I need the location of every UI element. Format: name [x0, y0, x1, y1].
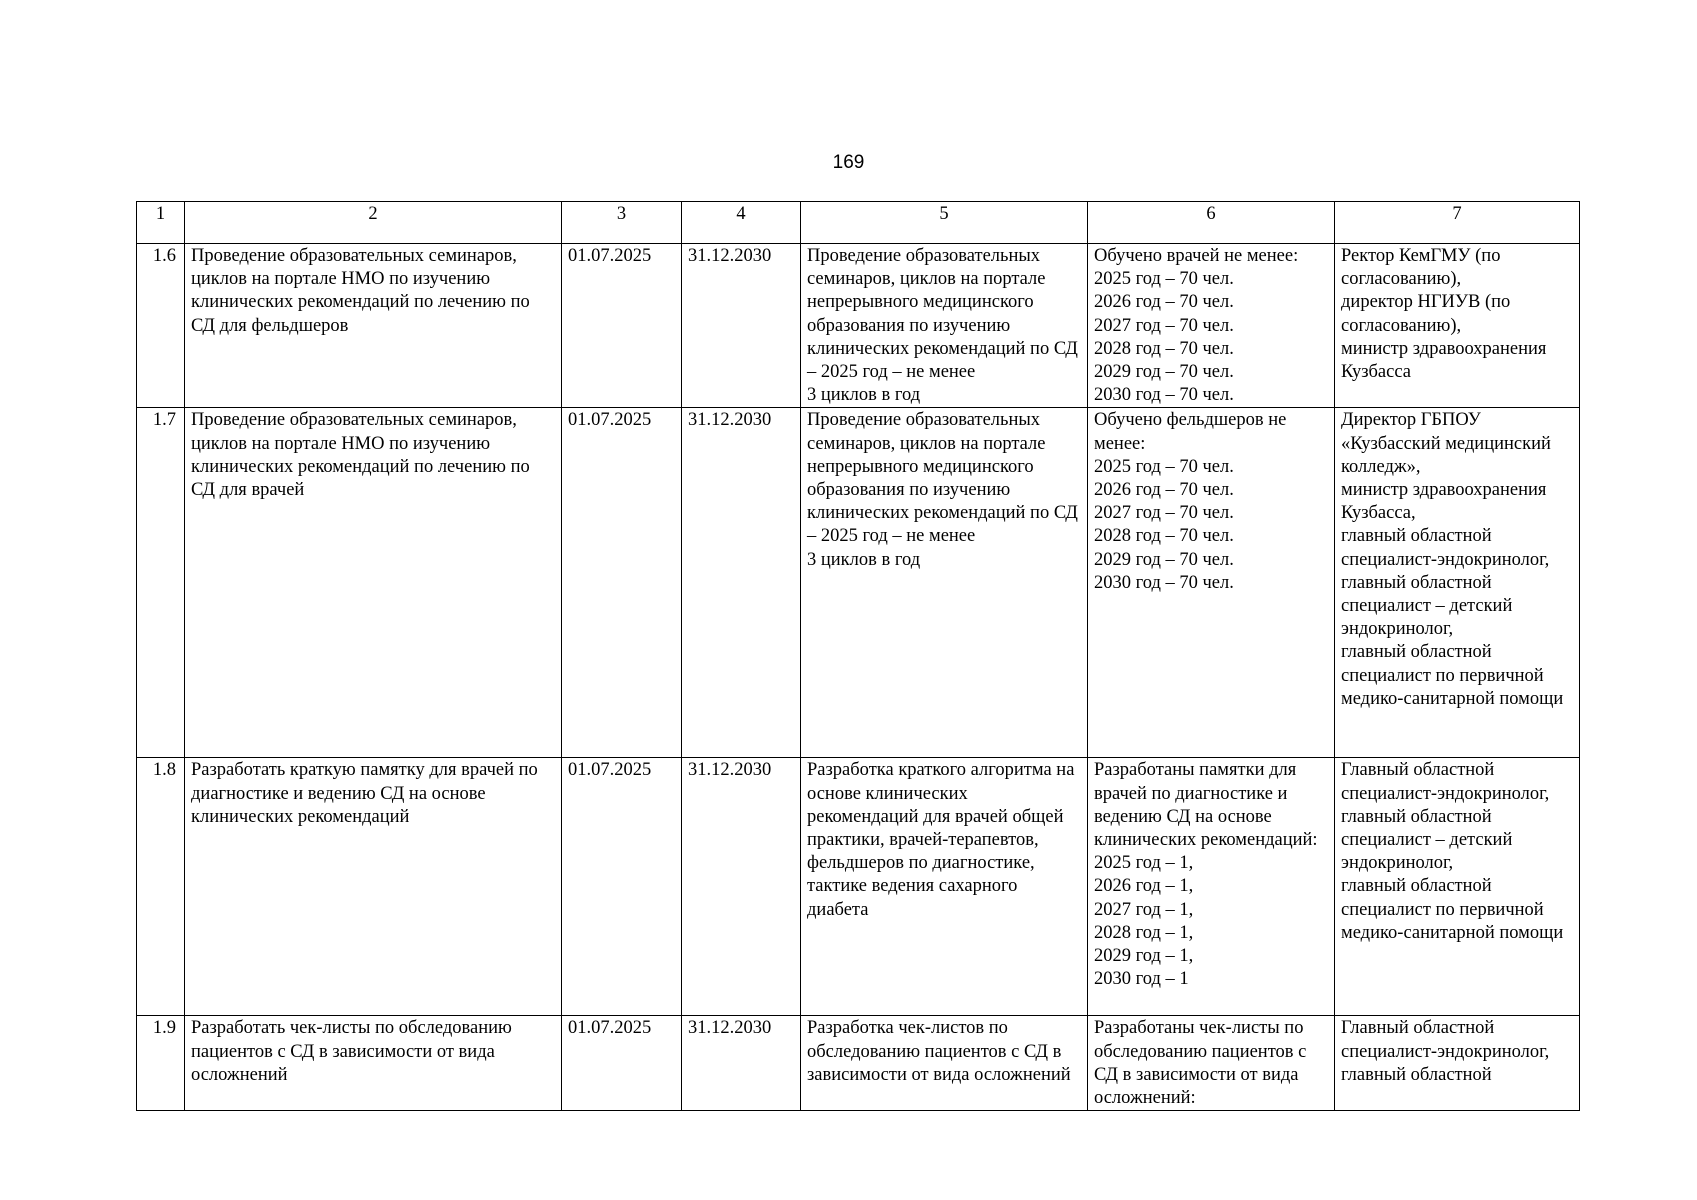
row-start-date: 01.07.2025	[562, 758, 682, 1016]
table-row	[137, 408, 1580, 758]
column-header-result: 6	[1088, 202, 1335, 244]
row-responsible: Главный областной специалист-эндокринолог, главный областной	[1335, 1016, 1580, 1111]
row-responsible: Ректор КемГМУ (по согласованию), директор НГИУВ (по согласованию), министр здравоохранения Кузбасса	[1335, 244, 1580, 408]
row-description: Разработка краткого алгоритма на основе клинических рекомендаций для врачей общей практики, врачей-терапевтов, фельдшеров по диагностике, тактике ведения сахарного диабета	[801, 758, 1088, 1016]
column-header-end-date: 4	[682, 202, 801, 244]
row-activity: Разработать чек-листы по обследованию пациентов с СД в зависимости от вида осложнений	[185, 1016, 562, 1111]
row-description: Проведение образовательных семинаров, циклов на портале непрерывного медицинского образования по изучению клинических рекомендаций по СД – 2025 год – не менее 3 циклов в год	[801, 244, 1088, 408]
row-start-date: 01.07.2025	[562, 1016, 682, 1111]
row-end-date: 31.12.2030	[682, 244, 801, 408]
column-header-start-date: 3	[562, 202, 682, 244]
row-number: 1.9	[137, 1016, 185, 1111]
row-activity: Проведение образовательных семинаров, циклов на портале НМО по изучению клинических рекомендаций по лечению по СД для врачей	[185, 408, 562, 758]
row-number: 1.8	[137, 758, 185, 1016]
row-result: Обучено фельдшеров не менее: 2025 год – 70 чел. 2026 год – 70 чел. 2027 год – 70 чел. 2028 год – 70 чел. 2029 год – 70 чел. 2030 год – 70 чел.	[1088, 408, 1335, 758]
row-number: 1.7	[137, 408, 185, 758]
row-activity: Проведение образовательных семинаров, циклов на портале НМО по изучению клинических рекомендаций по лечению по СД для фельдшеров	[185, 244, 562, 408]
table-header-row	[137, 202, 1580, 244]
page-number: 169	[832, 152, 865, 173]
row-end-date: 31.12.2030	[682, 758, 801, 1016]
column-header-description: 5	[801, 202, 1088, 244]
row-end-date: 31.12.2030	[682, 1016, 801, 1111]
column-header-responsible: 7	[1335, 202, 1580, 244]
row-start-date: 01.07.2025	[562, 244, 682, 408]
row-description: Проведение образовательных семинаров, циклов на портале непрерывного медицинского образования по изучению клинических рекомендаций по СД – 2025 год – не менее 3 циклов в год	[801, 408, 1088, 758]
table-row	[137, 758, 1580, 1016]
row-result: Разработаны памятки для врачей по диагностике и ведению СД на основе клинических рекомендаций: 2025 год – 1, 2026 год – 1, 2027 год – 1, 2028 год – 1, 2029 год – 1, 2030 год – 1	[1088, 758, 1335, 1016]
column-header-number: 1	[137, 202, 185, 244]
row-description: Разработка чек-листов по обследованию пациентов с СД в зависимости от вида осложнений	[801, 1016, 1088, 1111]
column-header-activity: 2	[185, 202, 562, 244]
row-result: Обучено врачей не менее: 2025 год – 70 чел. 2026 год – 70 чел. 2027 год – 70 чел. 2028 год – 70 чел. 2029 год – 70 чел. 2030 год – 70 чел.	[1088, 244, 1335, 408]
plan-table	[136, 201, 1580, 1111]
row-activity: Разработать краткую памятку для врачей по диагностике и ведению СД на основе клинических рекомендаций	[185, 758, 562, 1016]
table-row	[137, 244, 1580, 408]
row-result: Разработаны чек-листы по обследованию пациентов с СД в зависимости от вида осложнений:	[1088, 1016, 1335, 1111]
row-responsible: Главный областной специалист-эндокринолог, главный областной специалист – детский эндокринолог, главный областной специалист по первичной медико-санитарной помощи	[1335, 758, 1580, 1016]
row-number: 1.6	[137, 244, 185, 408]
table-row	[137, 1016, 1580, 1111]
row-end-date: 31.12.2030	[682, 408, 801, 758]
row-start-date: 01.07.2025	[562, 408, 682, 758]
row-responsible: Директор ГБПОУ «Кузбасский медицинский колледж», министр здравоохранения Кузбасса, главный областной специалист-эндокринолог, главный областной специалист – детский эндокринолог, главный областной специалист по первичной медико-санитарной помощи	[1335, 408, 1580, 758]
